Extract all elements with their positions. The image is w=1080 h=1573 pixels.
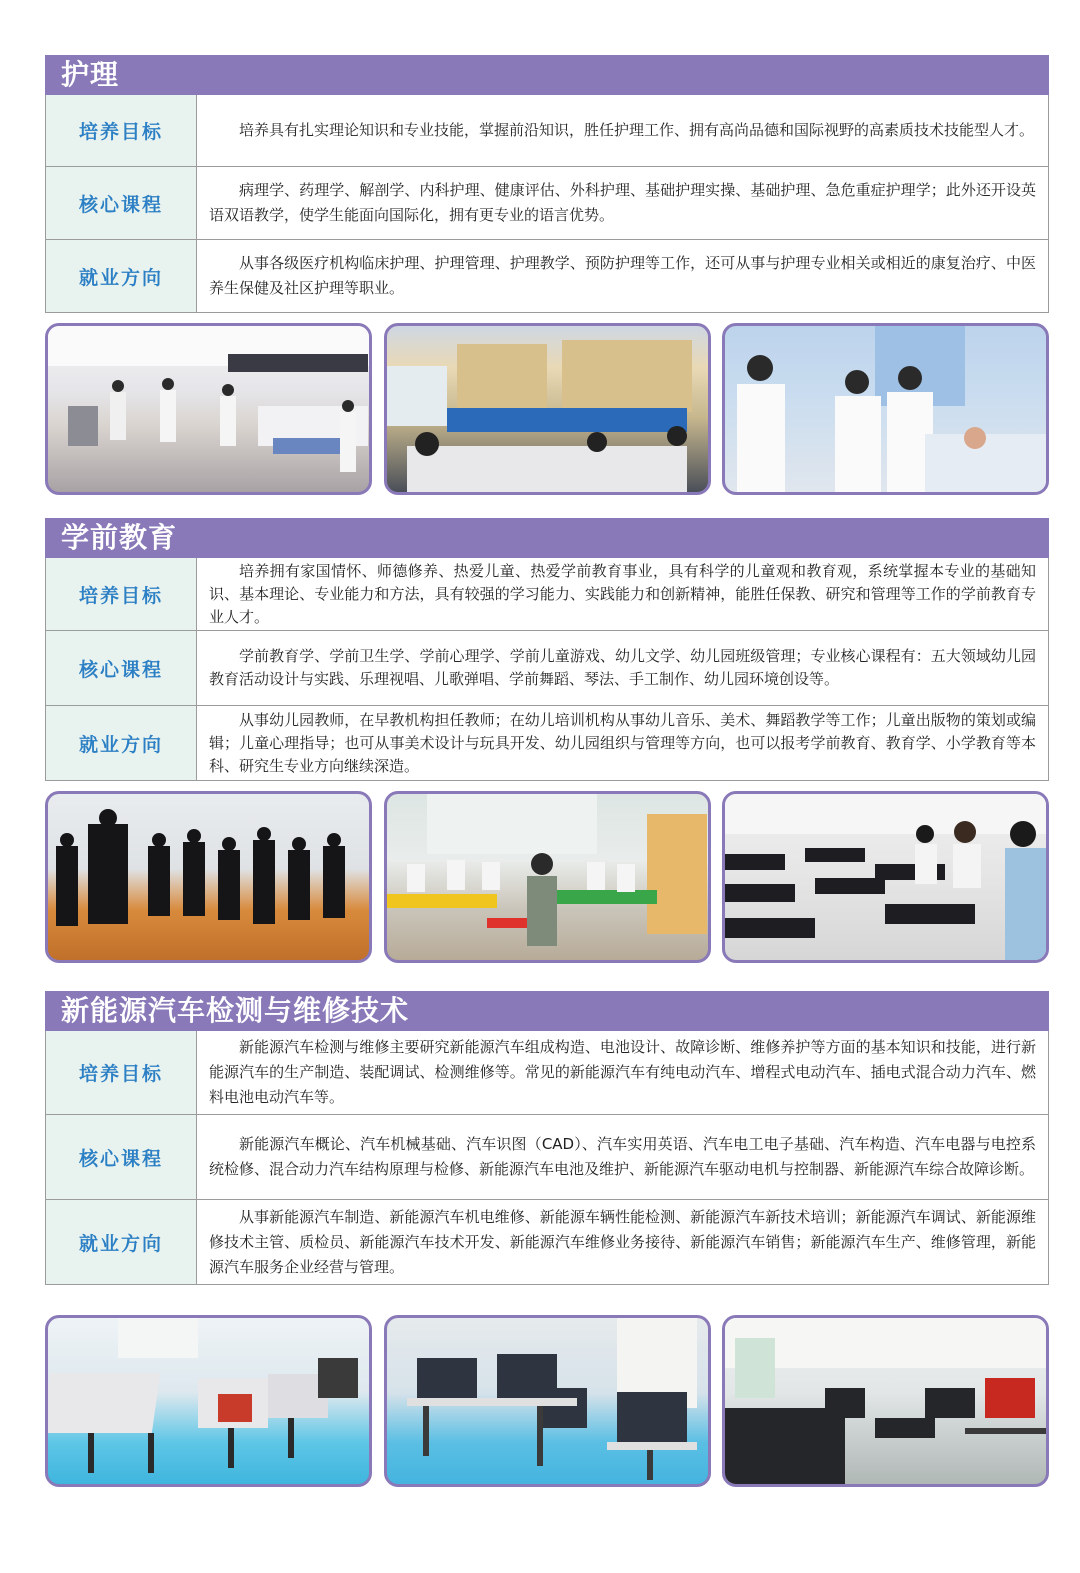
table-row	[46, 166, 1048, 239]
table-row	[46, 630, 1048, 705]
row-label: 就业方向	[46, 1200, 197, 1284]
dance-class-illustration	[48, 794, 369, 960]
table-row	[46, 705, 1048, 780]
row-text	[197, 240, 1048, 312]
row-text	[197, 631, 1048, 705]
row-text-content: 从事幼儿园教师，在早教机构担任教师；在幼儿培训机构从事幼儿音乐、美术、舞蹈教学等工作；儿童出版物的策划或编辑；儿童心理指导；也可从事美术设计与玩具开发、幼儿园组织与管理等方向，也可以报考学前教育、教育学、小学教育等本科、研究生专业方向继续深造。	[209, 710, 1036, 775]
row-text-content: 培养具有扎实理论知识和专业技能，掌握前沿知识，胜任护理工作、拥有高尚品德和国际视野的高素质技术技能型人才。	[239, 121, 1035, 139]
row-label: 核心课程	[46, 631, 197, 705]
engine-training-photo	[45, 1315, 372, 1487]
engine-stand-illustration	[387, 1318, 708, 1484]
row-text-content: 从事新能源汽车制造、新能源汽车机电维修、新能源车辆性能检测、新能源汽车新技术培训；新能源汽车调试、新能源维修技术主管、质检员、新能源汽车技术开发、新能源汽车维修业务接待、新能源汽车销售；新能源汽车生产、维修管理，新能源汽车服务企业经营与管理。	[209, 1207, 1036, 1276]
row-text	[197, 1200, 1048, 1284]
row-label: 培养目标	[46, 95, 197, 166]
photo-strip	[45, 791, 1049, 963]
row-text-content: 从事各级医疗机构临床护理、护理管理、护理教学、预防护理等工作，还可从事与护理专业相关或相近的康复治疗、中医养生保健及社区护理等职业。	[209, 254, 1036, 297]
row-text-content: 病理学、药理学、解剖学、内科护理、健康评估、外科护理、基础护理实操、基础护理、急危重症护理学；此外还开设英语双语教学，使学生能面向国际化，拥有更专业的语言优势。	[209, 181, 1036, 224]
info-table	[45, 558, 1049, 781]
row-label: 培养目标	[46, 1031, 197, 1114]
section-title: 护理	[45, 55, 1049, 95]
row-text	[197, 95, 1048, 166]
row-text	[197, 1031, 1048, 1114]
workshop-photo	[722, 1315, 1049, 1487]
section-title: 新能源汽车检测与维修技术	[45, 991, 1049, 1031]
kindergarten-classroom-illustration	[387, 794, 708, 960]
row-label: 就业方向	[46, 240, 197, 312]
row-text	[197, 167, 1048, 239]
piano-room-illustration	[725, 794, 1046, 960]
dental-lab-photo	[384, 323, 711, 495]
workshop-illustration	[725, 1318, 1046, 1484]
table-row	[46, 1031, 1048, 1114]
section-title: 学前教育	[45, 518, 1049, 558]
table-row	[46, 95, 1048, 166]
table-row	[46, 558, 1048, 630]
dance-class-photo	[45, 791, 372, 963]
dental-lab-illustration	[387, 326, 708, 492]
section-preschool-education	[45, 518, 1049, 781]
table-row	[46, 1114, 1048, 1199]
row-label: 核心课程	[46, 167, 197, 239]
nursing-practice-illustration	[725, 326, 1046, 492]
section-new-energy-vehicle	[45, 991, 1049, 1285]
row-label: 培养目标	[46, 558, 197, 630]
row-text	[197, 1115, 1048, 1199]
row-label: 就业方向	[46, 706, 197, 780]
info-table	[45, 95, 1049, 313]
engine-training-illustration	[48, 1318, 369, 1484]
row-text-content: 培养拥有家国情怀、师德修养、热爱儿童、热爱学前教育事业，具有科学的儿童观和教育观，系统掌握本专业的基础知识、基本理论、专业能力和方法，具有较强的学习能力、实践能力和创新精神，能胜任保教、研究和管理等工作的学前教育专业人才。	[209, 561, 1036, 626]
piano-room-photo	[722, 791, 1049, 963]
row-text	[197, 706, 1048, 780]
photo-strip	[45, 1315, 1049, 1487]
table-row	[46, 1199, 1048, 1284]
photo-strip	[45, 323, 1049, 495]
row-text-content: 新能源汽车概论、汽车机械基础、汽车识图（CAD）、汽车实用英语、汽车电工电子基础、汽车构造、汽车电器与电控系统检修、混合动力汽车结构原理与检修、新能源汽车电池及维护、新能源汽车驱动电机与控制器、新能源汽车综合故障诊断。	[209, 1135, 1036, 1178]
engine-stand-photo	[384, 1315, 711, 1487]
nursing-ward-photo	[45, 323, 372, 495]
row-text	[197, 558, 1048, 630]
row-text-content: 新能源汽车检测与维修主要研究新能源汽车组成构造、电池设计、故障诊断、维修养护等方面的基本知识和技能，进行新能源汽车的生产制造、装配调试、检测维修等。常见的新能源汽车有纯电动汽车、增程式电动汽车、插电式混合动力汽车、燃料电池电动汽车等。	[209, 1038, 1036, 1106]
info-table	[45, 1031, 1049, 1285]
section-nursing	[45, 55, 1049, 313]
table-row	[46, 239, 1048, 312]
nursing-practice-photo	[722, 323, 1049, 495]
nursing-ward-illustration	[48, 326, 369, 492]
kindergarten-classroom-photo	[384, 791, 711, 963]
row-label: 核心课程	[46, 1115, 197, 1199]
row-text-content: 学前教育学、学前卫生学、学前心理学、学前儿童游戏、幼儿文学、幼儿园班级管理；专业核心课程有：五大领域幼儿园教育活动设计与实践、乐理视唱、儿歌弹唱、学前舞蹈、琴法、手工制作、幼儿园环境创设等。	[209, 647, 1036, 688]
